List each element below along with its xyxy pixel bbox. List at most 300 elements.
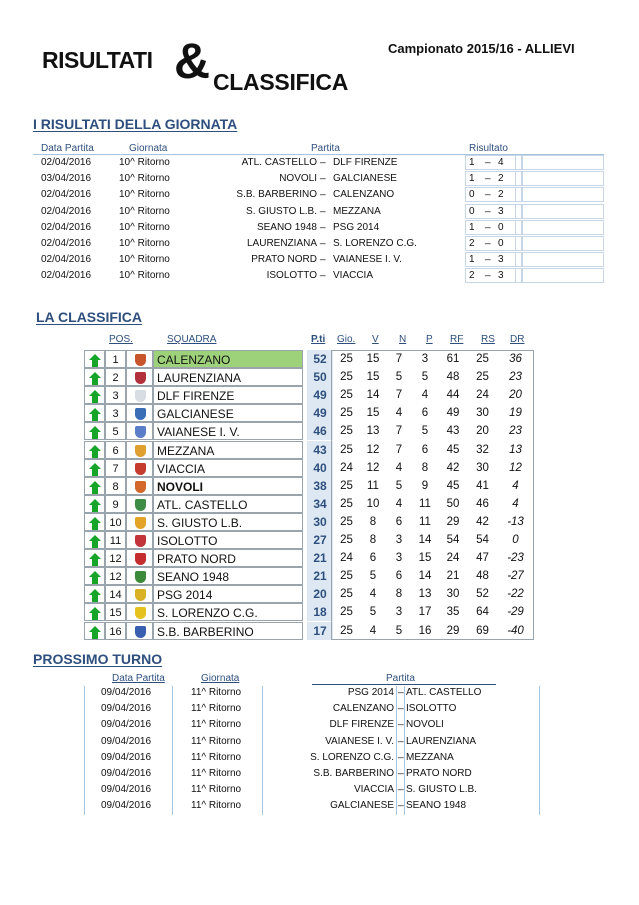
next-match-away: SEANO 1948 [406, 800, 467, 812]
arrow-stem [92, 451, 98, 458]
trend-cell [84, 459, 105, 477]
arrow-stem [92, 577, 98, 584]
next-match-away: LAURENZIANA [406, 735, 477, 747]
result-away-team: VIACCIA [333, 270, 374, 282]
arrow-stem [92, 541, 98, 548]
arrow-stem [92, 396, 98, 403]
result-home-team: NOVOLI [279, 173, 317, 185]
standings-gf: 54 [446, 534, 460, 546]
standings-gp: 25 [340, 479, 353, 492]
result-away-goals: 2 [498, 173, 504, 185]
standings-l: 17 [418, 606, 432, 619]
next-match-round: 11^ Ritorno [191, 735, 242, 747]
arrow-stem [92, 487, 98, 494]
standings-ga: 54 [476, 534, 489, 546]
result-away-goals: 4 [498, 157, 504, 168]
trend-cell [84, 513, 105, 531]
next-match-round: 11^ Ritorno [191, 784, 242, 796]
standings-position: 7 [105, 459, 126, 477]
standings-gf: 21 [446, 570, 460, 583]
next-match-away: S. GIUSTO L.B. [406, 784, 477, 796]
result-score-separator: _ [485, 266, 491, 278]
result-home-team: PRATO NORD [251, 254, 317, 266]
result-round: 10^ Ritorno [119, 173, 170, 185]
crest-cell [126, 368, 153, 386]
result-row [33, 155, 604, 170]
result-extra-box [522, 171, 604, 186]
standings-gp: 25 [340, 389, 353, 402]
standings-gf: 30 [446, 588, 460, 601]
arrow-stem [92, 505, 98, 512]
standings-team-name[interactable]: DLF FIRENZE [153, 386, 303, 404]
standings-gd: 12 [509, 461, 522, 474]
standings-gd: 4 [512, 497, 519, 510]
result-away-team: S. LORENZO C.G. [333, 238, 417, 249]
result-home-goals: 2 [469, 238, 475, 249]
next-match-separator: _ [398, 715, 404, 727]
standings-ga: 25 [476, 353, 489, 365]
result-home-team: LAURENZIANA [246, 238, 317, 249]
logo-word-risultati: RISULTATI [42, 47, 153, 73]
arrow-stem [92, 378, 98, 385]
standings-gp: 25 [340, 407, 353, 420]
standings-gf: 42 [446, 461, 460, 474]
standings-w: 4 [369, 624, 377, 637]
crest-cell [126, 477, 153, 495]
next-match-separator: _ [398, 731, 404, 743]
result-home-team: ISOLOTTO [266, 270, 317, 282]
standings-position: 9 [105, 495, 126, 513]
standings-w: 10 [366, 497, 380, 510]
next-match-separator: _ [398, 699, 404, 711]
standings-team-name[interactable]: GALCIANESE [153, 404, 303, 422]
trend-cell [84, 585, 105, 603]
next-match-home: VIACCIA [353, 784, 394, 796]
standings-gp: 24 [340, 552, 353, 565]
standings-team-name[interactable]: PSG 2014 [153, 585, 303, 603]
standings-d: 3 [395, 534, 403, 546]
arrow-stem [92, 523, 98, 530]
trend-cell [84, 477, 105, 495]
standings-l: 4 [421, 389, 429, 402]
team-crest-icon [135, 535, 146, 547]
team-crest-icon [135, 408, 146, 420]
standings-points: 21 [307, 567, 333, 585]
next-match-away: ISOLOTTO [406, 703, 457, 715]
next-match-away: ATL. CASTELLO [406, 687, 482, 698]
result-score-separator: _ [485, 153, 491, 164]
arrow-stem [92, 613, 98, 620]
next-match-away: PRATO NORD [406, 768, 472, 779]
standings-position: 12 [105, 567, 126, 585]
next-match-row [84, 782, 539, 798]
standings-team-name[interactable]: ATL. CASTELLO [153, 495, 303, 513]
crest-cell [126, 441, 153, 459]
result-extra-box [522, 268, 604, 283]
standings-ga: 46 [476, 497, 489, 510]
result-away-goals: 3 [498, 270, 504, 282]
result-match-separator: _ [320, 234, 326, 245]
standings-d: 6 [395, 570, 403, 583]
standings-l: 8 [421, 461, 429, 474]
standings-gf: 44 [446, 389, 460, 402]
result-match-separator: _ [320, 250, 326, 262]
result-round: 10^ Ritorno [119, 238, 170, 249]
result-date: 02/04/2016 [41, 254, 92, 266]
standings-gp: 25 [340, 425, 353, 438]
standings-team-name[interactable]: PRATO NORD [153, 549, 303, 567]
next-round-grid-line [404, 686, 405, 815]
standings-team-name[interactable]: S. LORENZO C.G. [153, 603, 303, 621]
team-crest-icon [135, 607, 146, 619]
result-extra-box [522, 204, 604, 219]
next-match-row [84, 717, 539, 733]
result-home-team: ATL. CASTELLO [241, 157, 317, 168]
result-round: 10^ Ritorno [119, 221, 170, 233]
trend-cell [84, 350, 105, 368]
standings-w: 15 [366, 407, 380, 420]
standings-header-drawn: N [399, 334, 407, 345]
result-match-separator: _ [320, 266, 326, 278]
standings-header-won: V [372, 334, 379, 345]
standings-points: 30 [307, 513, 333, 531]
result-date: 02/04/2016 [41, 270, 92, 282]
result-away-goals: 0 [498, 221, 504, 233]
result-match-separator: _ [320, 153, 326, 164]
standings-position: 3 [105, 404, 126, 422]
result-round: 10^ Ritorno [119, 270, 170, 282]
next-match-round: 11^ Ritorno [191, 768, 242, 779]
results-header-round: Giornata [129, 143, 168, 154]
standings-team-name[interactable]: NOVOLI [153, 477, 303, 495]
next-match-away: NOVOLI [406, 719, 444, 731]
crest-cell [126, 603, 153, 621]
standings-d: 5 [395, 624, 403, 637]
standings-w: 4 [369, 588, 377, 601]
trend-cell [84, 567, 105, 585]
result-home-team: SEANO 1948 [256, 221, 317, 233]
standings-points: 52 [307, 350, 333, 368]
standings-gd: 23 [509, 371, 522, 384]
result-home-goals: 0 [469, 189, 475, 201]
stats-frame [331, 350, 534, 640]
standings-d: 7 [395, 443, 403, 456]
result-date: 03/04/2016 [41, 173, 92, 185]
team-crest-icon [135, 499, 146, 511]
result-away-goals: 2 [498, 189, 504, 201]
trend-cell [84, 368, 105, 386]
standings-w: 11 [367, 479, 379, 492]
crest-cell [126, 567, 153, 585]
standings-l: 16 [418, 624, 432, 637]
result-score-separator: _ [485, 250, 491, 262]
standings-points: 43 [307, 441, 333, 459]
results-header-result: Risultato [469, 143, 508, 154]
standings-points: 17 [307, 622, 333, 640]
result-round: 10^ Ritorno [119, 157, 170, 168]
standings-gp: 25 [340, 606, 353, 619]
standings-gf: 45 [446, 443, 460, 456]
crest-cell [126, 585, 153, 603]
team-crest-icon [135, 372, 146, 384]
standings-l: 6 [421, 443, 429, 456]
standings-l: 3 [421, 353, 429, 365]
result-row [33, 171, 604, 186]
logo-ampersand: & [174, 33, 211, 89]
standings-gf: 45 [446, 479, 460, 492]
standings-team-name[interactable]: LAURENZIANA [153, 368, 303, 386]
standings-l: 9 [421, 479, 429, 492]
standings-points: 49 [307, 386, 333, 404]
team-crest-icon [135, 626, 146, 638]
standings-l: 11 [419, 515, 431, 528]
result-date: 02/04/2016 [41, 238, 92, 249]
next-match-row [84, 766, 539, 782]
team-crest-icon [135, 390, 146, 402]
standings-gd: 19 [509, 407, 522, 420]
arrow-stem [92, 414, 98, 421]
next-match-date: 09/04/2016 [101, 703, 152, 715]
result-home-goals: 1 [469, 173, 475, 185]
standings-ga: 32 [476, 443, 489, 456]
standings-points: 18 [307, 603, 333, 621]
standings-d: 5 [395, 479, 403, 492]
standings-l: 6 [421, 407, 429, 420]
standings-gd: 23 [509, 425, 522, 438]
standings-gp: 25 [340, 515, 353, 528]
standings-position: 6 [105, 441, 126, 459]
team-crest-icon [135, 354, 146, 366]
standings-ga: 69 [476, 624, 489, 637]
standings-d: 3 [395, 552, 403, 565]
standings-position: 11 [105, 531, 126, 549]
trend-cell [84, 386, 105, 404]
result-round: 10^ Ritorno [119, 189, 170, 201]
standings-ga: 25 [476, 371, 489, 384]
next-match-row [84, 701, 539, 717]
standings-team-name[interactable]: MEZZANA [153, 441, 303, 459]
standings-section-title: LA CLASSIFICA [36, 309, 143, 325]
standings-w: 12 [366, 461, 380, 474]
standings-team-name[interactable]: ISOLOTTO [153, 531, 303, 549]
next-match-home: S. LORENZO C.G. [310, 751, 394, 763]
standings-d: 4 [395, 497, 403, 510]
logo-word-classifica: CLASSIFICA [213, 69, 349, 95]
next-match-home: DLF FIRENZE [329, 719, 394, 731]
result-extra-box [522, 155, 604, 170]
result-row [33, 217, 604, 235]
standings-position: 2 [105, 368, 126, 386]
standings-gp: 25 [340, 443, 353, 456]
crest-cell [126, 404, 153, 422]
next-match-row [84, 731, 539, 750]
result-score-separator: _ [485, 185, 491, 197]
standings-gf: 43 [446, 425, 460, 438]
standings-points: 40 [307, 459, 333, 477]
next-match-row [84, 747, 539, 766]
standings-l: 14 [418, 534, 432, 546]
next-round-header-match: Partita [386, 673, 415, 684]
standings-team-name[interactable]: SEANO 1948 [153, 567, 303, 585]
next-match-home: VAIANESE I. V. [325, 735, 394, 747]
standings-points: 46 [307, 422, 333, 440]
result-score-separator: _ [485, 201, 491, 213]
next-match-date: 09/04/2016 [101, 784, 152, 796]
result-round: 10^ Ritorno [119, 254, 170, 266]
next-round-header-date: Data Partita [112, 673, 165, 684]
standings-gf: 35 [446, 606, 460, 619]
standings-position: 14 [105, 585, 126, 603]
next-round-grid-line [539, 686, 540, 815]
next-match-date: 09/04/2016 [101, 719, 152, 731]
standings-gf: 29 [446, 515, 460, 528]
results-header-date: Data Partita [41, 143, 94, 154]
next-round-grid-line [396, 686, 397, 815]
result-date: 02/04/2016 [41, 157, 92, 168]
standings-gp: 25 [340, 371, 353, 384]
standings-l: 13 [418, 588, 432, 601]
standings-team-name[interactable]: S. GIUSTO L.B. [153, 513, 303, 531]
standings-points: 38 [307, 477, 333, 495]
standings-d: 4 [395, 461, 403, 474]
trend-cell [84, 441, 105, 459]
crest-cell [126, 350, 153, 368]
trend-cell [84, 495, 105, 513]
standings-header-played: Gio. [337, 334, 356, 345]
next-round-section-title: PROSSIMO TURNO [33, 651, 163, 667]
standings-points: 49 [307, 404, 333, 422]
result-away-team: DLF FIRENZE [333, 157, 398, 168]
standings-gf: 50 [446, 497, 460, 510]
standings-team-name[interactable]: VAIANESE I. V. [153, 422, 303, 440]
next-match-date: 09/04/2016 [101, 800, 152, 812]
standings-gd: 13 [509, 443, 522, 456]
standings-d: 7 [395, 389, 403, 402]
result-date: 02/04/2016 [41, 221, 92, 233]
arrow-stem [92, 595, 98, 602]
standings-l: 11 [419, 497, 431, 510]
next-match-round: 11^ Ritorno [191, 719, 242, 731]
standings-w: 15 [366, 353, 380, 365]
result-away-goals: 0 [498, 238, 504, 249]
next-match-home: S.B. BARBERINO [313, 768, 394, 779]
standings-header-team: SQUADRA [167, 334, 217, 345]
crest-cell [126, 622, 153, 640]
next-match-date: 09/04/2016 [101, 768, 152, 779]
standings-gp: 25 [340, 534, 353, 546]
result-home-goals: 0 [469, 205, 475, 217]
standings-points: 21 [307, 549, 333, 567]
standings-gd: -23 [507, 552, 524, 565]
standings-d: 5 [395, 371, 403, 384]
next-match-round: 11^ Ritorno [191, 687, 242, 698]
result-date: 02/04/2016 [41, 205, 92, 217]
standings-points: 20 [307, 585, 333, 603]
standings-gd: -22 [507, 588, 524, 601]
next-match-row [84, 798, 539, 814]
result-date: 02/04/2016 [41, 189, 92, 201]
standings-gf: 24 [446, 552, 460, 565]
standings-gf: 61 [446, 353, 460, 365]
standings-l: 14 [418, 570, 432, 583]
next-round-grid-line [172, 686, 173, 815]
standings-d: 7 [395, 425, 403, 438]
trend-cell [84, 531, 105, 549]
crest-cell [126, 495, 153, 513]
crest-cell [126, 386, 153, 404]
standings-gd: -27 [507, 570, 524, 583]
standings-gp: 25 [340, 624, 353, 637]
arrow-stem [92, 432, 98, 439]
team-crest-icon [135, 426, 146, 438]
standings-points: 27 [307, 531, 333, 549]
standings-ga: 30 [476, 461, 489, 474]
result-score-separator: _ [485, 234, 491, 245]
standings-team-name[interactable]: VIACCIA [153, 459, 303, 477]
standings-ga: 47 [476, 552, 489, 565]
team-crest-icon [135, 553, 146, 565]
result-away-goals: 3 [498, 254, 504, 266]
standings-d: 6 [395, 515, 403, 528]
next-match-home: PSG 2014 [347, 687, 394, 698]
team-crest-icon [135, 589, 146, 601]
next-round-grid-line [84, 686, 85, 815]
crest-cell [126, 531, 153, 549]
standings-gp: 25 [340, 588, 353, 601]
standings-team-name[interactable]: CALENZANO [153, 350, 303, 368]
standings-gf: 48 [446, 371, 460, 384]
result-home-team: S.B. BARBERINO [236, 189, 317, 201]
next-match-home: GALCIANESE [330, 800, 394, 812]
results-header-match: Partita [311, 143, 340, 154]
standings-d: 8 [395, 588, 403, 601]
next-match-separator: _ [398, 796, 404, 808]
result-match-separator: _ [320, 169, 326, 181]
standings-w: 15 [366, 371, 380, 384]
standings-gd: -13 [507, 515, 524, 528]
next-match-round: 11^ Ritorno [191, 800, 242, 812]
standings-ga: 24 [476, 389, 489, 402]
standings-ga: 42 [476, 515, 489, 528]
standings-d: 3 [395, 606, 403, 619]
standings-gd: 20 [509, 389, 522, 402]
trend-cell [84, 404, 105, 422]
result-home-team: S. GIUSTO L.B. [246, 205, 317, 217]
standings-gp: 24 [340, 461, 353, 474]
standings-header-pos: POS. [109, 334, 133, 345]
standings-position: 10 [105, 513, 126, 531]
standings-gd: -29 [507, 606, 524, 619]
crest-cell [126, 422, 153, 440]
result-away-team: PSG 2014 [333, 221, 380, 233]
result-home-goals: 2 [469, 270, 475, 282]
result-score-separator: _ [485, 169, 491, 181]
standings-gd: 36 [509, 353, 522, 365]
result-home-goals: 1 [469, 254, 475, 266]
standings-gp: 25 [340, 353, 353, 365]
next-match-away: MEZZANA [406, 751, 454, 763]
standings-ga: 48 [476, 570, 489, 583]
next-match-row [84, 685, 539, 701]
result-extra-box [522, 220, 604, 235]
next-match-date: 09/04/2016 [101, 687, 152, 698]
next-match-date: 09/04/2016 [101, 735, 152, 747]
next-round-grid-line [262, 686, 263, 815]
next-match-separator: _ [398, 683, 404, 694]
standings-team-name[interactable]: S.B. BARBERINO [153, 622, 303, 640]
standings-ga: 41 [476, 479, 489, 492]
standings-gf: 29 [446, 624, 460, 637]
